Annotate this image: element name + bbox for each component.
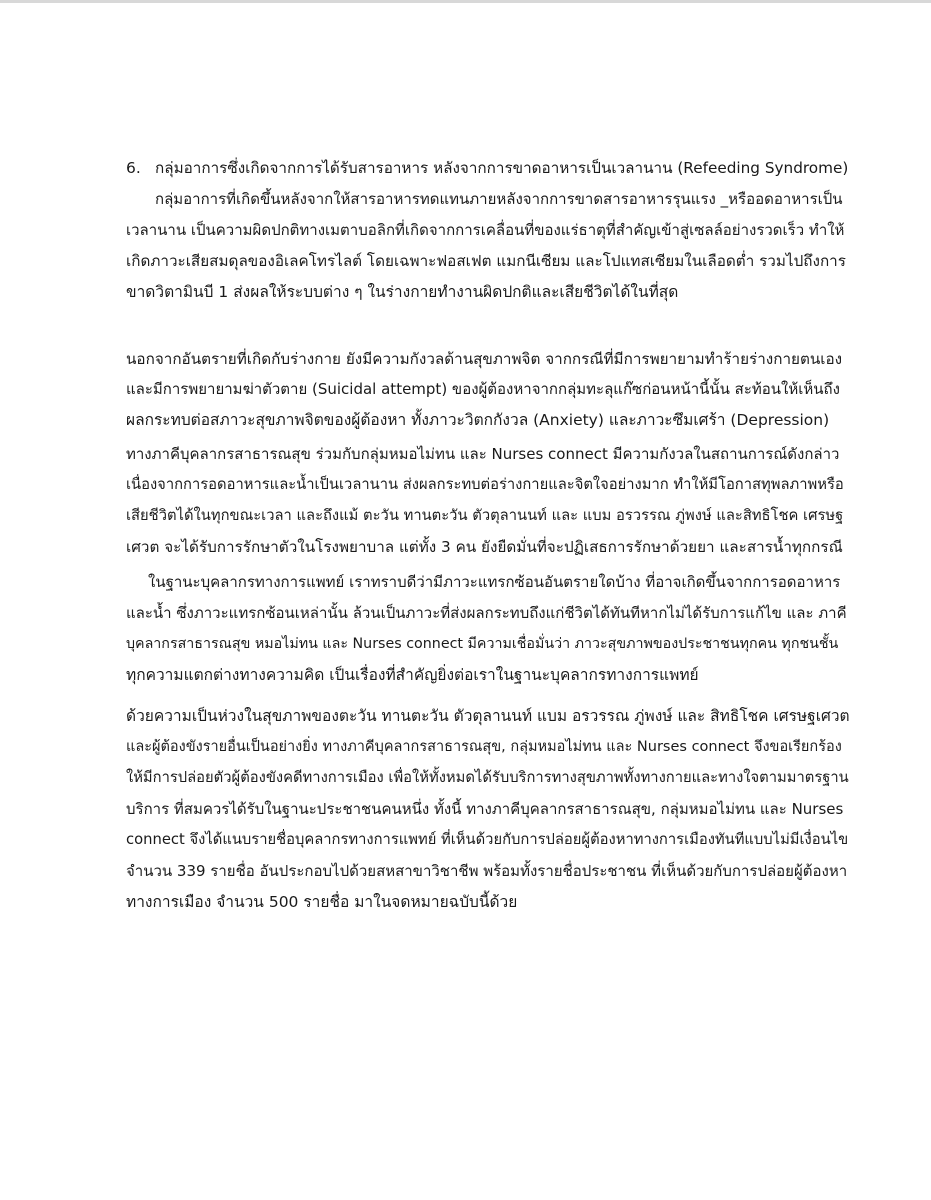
- paragraph-line: ทุกความแตกต่างทางความคิด เป็นเรื่องที่สำคัญยิ่งต่อเราในฐานะบุคลากรทางการแพทย์: [126, 666, 699, 684]
- paragraph-line: นอกจากอันตรายที่เกิดกับร่างกาย ยังมีความกังวลด้านสุขภาพจิต จากกรณีที่มีการพยายามทำร้ายร่างกายตนเอง: [126, 350, 843, 368]
- paragraph-line: ในฐานะบุคลากรทางการแพทย์ เราทราบดีว่ามีภาวะแทรกซ้อนอันตรายใดบ้าง ที่อาจเกิดขึ้นจากการอดอาหาร: [148, 573, 841, 591]
- paragraph-line: เศวต จะได้รับการรักษาตัวในโรงพยาบาล แต่ทั้ง 3 คน ยังยืดมั่นที่จะปฏิเสธการรักษาด้วยยา และสารน้ำทุกกรณี: [126, 538, 843, 556]
- paragraph-line: เสียชีวิตได้ในทุกขณะเวลา และถึงแม้ ตะวัน ทานตะวัน ตัวตุลานนท์ และ แบม อรวรรณ ภู่พงษ์ และสิทธิโชค เศรษฐ: [126, 507, 844, 524]
- paragraph-line: connect จึงได้แนบรายชื่อบุคลากรทางการแพทย์ ที่เห็นด้วยกับการปล่อยผู้ต้องหาทางการเมืองทันทีแบบไม่มีเงื่อนไข: [126, 831, 849, 848]
- section-text-line: เกิดภาวะเสียสมดุลของอิเลคโทรไลต์ โดยเฉพาะฟอสเฟต แมกนีเซียม และโปแทสเซียมในเลือดต่ำ รวมไปถึงการ: [126, 252, 846, 270]
- paragraph-line: และมีการพยายามฆ่าตัวตาย (Suicidal attempt) ของผู้ต้องหาจากกลุ่มทะลุแก๊ซก่อนหน้านี้นั้น สะท้อนให้เห็นถึง: [126, 380, 840, 398]
- paragraph-line: และผู้ต้องขังรายอื่นเป็นอย่างยิ่ง ทางภาคีบุคลากรสาธารณสุข, กลุ่มหมอไม่ทน และ Nurses connect จึงขอเรียกร้อง: [126, 739, 842, 755]
- paragraph-line: ให้มีการปล่อยตัวผู้ต้องขังคดีทางการเมือง เพื่อให้ทั้งหมดได้รับบริการทางสุขภาพทั้งทางกายและทางใจตามมาตรฐาน: [126, 769, 849, 786]
- paragraph-line: บริการ ที่สมควรได้รับในฐานะประชาชนคนหนึ่ง ทั้งนี้ ทางภาคีบุคลากรสาธารณสุข, กลุ่มหมอไม่ทน และ Nurses: [126, 800, 844, 818]
- section-number: 6.: [126, 159, 141, 177]
- paragraph-line: ทางการเมือง จำนวน 500 รายชื่อ มาในจดหมายฉบับนี้ด้วย: [126, 893, 518, 911]
- section-text-line: เวลานาน เป็นความผิดปกติทางเมตาบอลิกที่เกิดจากการเคลื่อนที่ของแร่ธาตุที่สำคัญเข้าสู่เซลล์อย่างรวดเร็ว ทำให้: [126, 221, 845, 239]
- paragraph-line: บุคลากรสาธารณสุข หมอไม่ทน และ Nurses connect มีความเชื่อมั่นว่า ภาวะสุขภาพของประชาชนทุกคน ทุกชนชั้น: [126, 636, 839, 652]
- section-text-line: ขาดวิตามินบี 1 ส่งผลให้ระบบต่าง ๆ ในร่างกายทำงานผิดปกติและเสียชีวิตได้ในที่สุด: [126, 283, 679, 301]
- section-text-line: กลุ่มอาการที่เกิดขึ้นหลังจากให้สารอาหารทดแทนภายหลังจากการขาดสารอาหารรุนแรง _หรืออดอาหารเป็น: [155, 190, 843, 208]
- paragraph-line: เนื่องจากการอดอาหารและน้ำเป็นเวลานาน ส่งผลกระทบต่อร่างกายและจิตใจอย่างมาก ทำให้มีโอกาสทุพลภาพหรือ: [126, 476, 844, 493]
- paragraph-line: จำนวน 339 รายชื่อ อันประกอบไปด้วยสหสาขาวิชาชีพ พร้อมทั้งรายชื่อประชาชน ที่เห็นด้วยกับการปล่อยผู้ต้องหา: [126, 862, 848, 880]
- paragraph-line: ผลกระทบต่อสภาวะสุขภาพจิตของผู้ต้องหา ทั้งภาวะวิตกกังวล (Anxiety) และภาวะซึมเศร้า (Depression): [126, 411, 830, 429]
- paragraph-line: ทางภาคีบุคลากรสาธารณสุข ร่วมกับกลุ่มหมอไม่ทน และ Nurses connect มีความกังวลในสถานการณ์ดังกล่าว: [126, 445, 840, 463]
- paragraph-line: ด้วยความเป็นห่วงในสุขภาพของตะวัน ทานตะวัน ตัวตุลานนท์ แบม อรวรรณ ภู่พงษ์ และ สิทธิโชค เศรษฐเศวต: [126, 707, 850, 725]
- section-heading: กลุ่มอาการซึ่งเกิดจากการได้รับสารอาหาร หลังจากการขาดอาหารเป็นเวลานาน (Refeeding Syndrome): [155, 159, 849, 177]
- paragraph-line: และน้ำ ซึ่งภาวะแทรกซ้อนเหล่านั้น ล้วนเป็นภาวะที่ส่งผลกระทบถึงแก่ชีวิตได้ทันทีหากไม่ได้รับการแก้ไข และ ภาคี: [126, 604, 847, 622]
